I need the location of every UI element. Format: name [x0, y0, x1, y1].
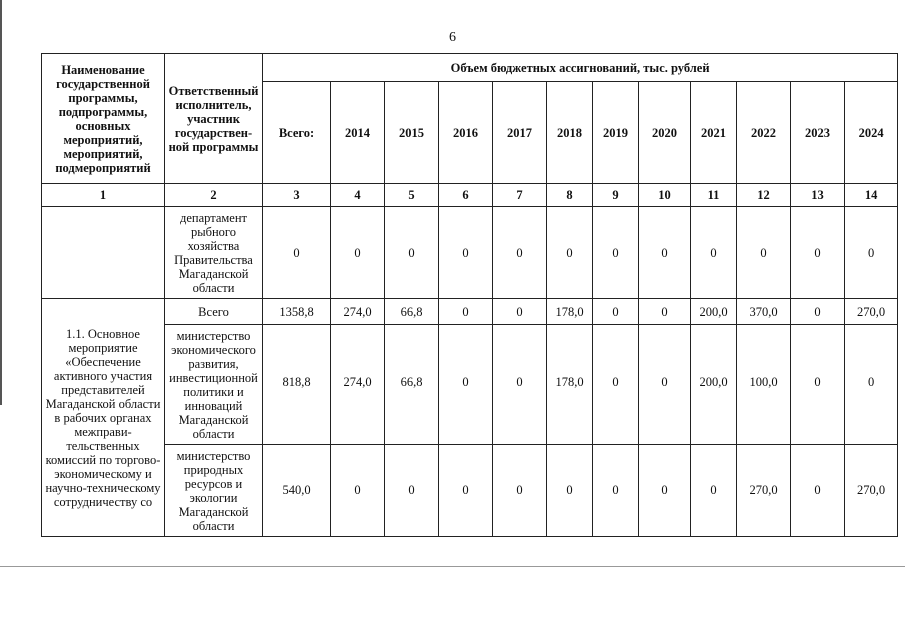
value-cell: 0 — [547, 207, 593, 299]
value-cell: 0 — [385, 207, 439, 299]
value-cell: 0 — [547, 445, 593, 537]
value-cell: 200,0 — [691, 299, 737, 325]
header-year: 2019 — [593, 82, 639, 184]
value-cell: 0 — [439, 325, 493, 445]
value-cell: 0 — [331, 207, 385, 299]
value-cell: 270,0 — [845, 299, 898, 325]
column-number: 12 — [737, 184, 791, 207]
column-number: 1 — [42, 184, 165, 207]
value-cell: 0 — [691, 207, 737, 299]
column-number: 6 — [439, 184, 493, 207]
value-cell: 0 — [593, 445, 639, 537]
value-cell: 100,0 — [737, 325, 791, 445]
executor-cell: министерство экономического развития, инвестиционной политики и инноваций Магаданской области — [165, 325, 263, 445]
column-number: 11 — [691, 184, 737, 207]
value-cell: 66,8 — [385, 325, 439, 445]
value-cell: 0 — [691, 445, 737, 537]
header-program-name: Наименование государственной программы, подпрограммы, основных мероприятий, мероприятий, подмероприятий — [42, 54, 165, 184]
value-cell: 0 — [639, 207, 691, 299]
page-edge-line — [0, 0, 2, 405]
value-cell: 178,0 — [547, 299, 593, 325]
value-cell: 200,0 — [691, 325, 737, 445]
column-number: 8 — [547, 184, 593, 207]
value-cell: 0 — [791, 325, 845, 445]
value-cell: 0 — [493, 445, 547, 537]
header-year: 2015 — [385, 82, 439, 184]
value-cell: 66,8 — [385, 299, 439, 325]
value-cell: 270,0 — [737, 445, 791, 537]
column-number: 2 — [165, 184, 263, 207]
program-name-cell — [42, 207, 165, 299]
bottom-divider — [0, 566, 905, 567]
value-cell: 0 — [593, 207, 639, 299]
value-cell: 0 — [439, 207, 493, 299]
value-cell: 818,8 — [263, 325, 331, 445]
column-number: 9 — [593, 184, 639, 207]
header-year: 2018 — [547, 82, 593, 184]
value-cell: 0 — [639, 445, 691, 537]
value-cell: 0 — [639, 325, 691, 445]
value-cell: 0 — [845, 325, 898, 445]
column-number: 13 — [791, 184, 845, 207]
executor-cell: департамент рыбного хозяйства Правительства Магаданской области — [165, 207, 263, 299]
value-cell: 0 — [493, 299, 547, 325]
value-cell: 0 — [791, 445, 845, 537]
value-cell: 370,0 — [737, 299, 791, 325]
value-cell: 274,0 — [331, 325, 385, 445]
header-year: 2021 — [691, 82, 737, 184]
header-executor: Ответственный исполнитель, участник государствен-ной программы — [165, 54, 263, 184]
value-cell: 0 — [493, 325, 547, 445]
value-cell: 0 — [593, 299, 639, 325]
value-cell: 0 — [791, 299, 845, 325]
column-number: 10 — [639, 184, 691, 207]
value-cell: 0 — [737, 207, 791, 299]
program-name-cell: 1.1. Основное мероприятие «Обеспечение активного участия представителей Магаданской области в рабочих органах межправи-тельственных комиссий по торгово-экономическому и научно-техническому сотрудничеству со — [42, 299, 165, 537]
table-row — [42, 299, 898, 325]
column-number: 5 — [385, 184, 439, 207]
value-cell: 270,0 — [845, 445, 898, 537]
value-cell: 178,0 — [547, 325, 593, 445]
header-budget-title: Объем бюджетных ассигнований, тыс. рублей — [263, 54, 898, 82]
table-row — [42, 325, 898, 445]
header-year: 2023 — [791, 82, 845, 184]
header-year: 2022 — [737, 82, 791, 184]
value-cell: 0 — [493, 207, 547, 299]
value-cell: 0 — [385, 445, 439, 537]
header-year: 2017 — [493, 82, 547, 184]
header-year: Всего: — [263, 82, 331, 184]
executor-cell: министерство природных ресурсов и экологии Магаданской области — [165, 445, 263, 537]
value-cell: 0 — [845, 207, 898, 299]
column-number-row — [42, 184, 898, 207]
value-cell: 0 — [593, 325, 639, 445]
value-cell: 0 — [331, 445, 385, 537]
header-year: 2024 — [845, 82, 898, 184]
value-cell: 274,0 — [331, 299, 385, 325]
value-cell: 0 — [439, 299, 493, 325]
value-cell: 1358,8 — [263, 299, 331, 325]
page-number: 6 — [449, 30, 456, 45]
table-row — [42, 207, 898, 299]
column-number: 14 — [845, 184, 898, 207]
executor-cell: Всего — [165, 299, 263, 325]
value-cell: 0 — [791, 207, 845, 299]
table-row — [42, 445, 898, 537]
column-number: 4 — [331, 184, 385, 207]
header-year: 2016 — [439, 82, 493, 184]
header-year: 2014 — [331, 82, 385, 184]
header-year: 2020 — [639, 82, 691, 184]
column-number: 7 — [493, 184, 547, 207]
value-cell: 540,0 — [263, 445, 331, 537]
column-number: 3 — [263, 184, 331, 207]
value-cell: 0 — [639, 299, 691, 325]
value-cell: 0 — [263, 207, 331, 299]
budget-table — [41, 53, 898, 537]
value-cell: 0 — [439, 445, 493, 537]
